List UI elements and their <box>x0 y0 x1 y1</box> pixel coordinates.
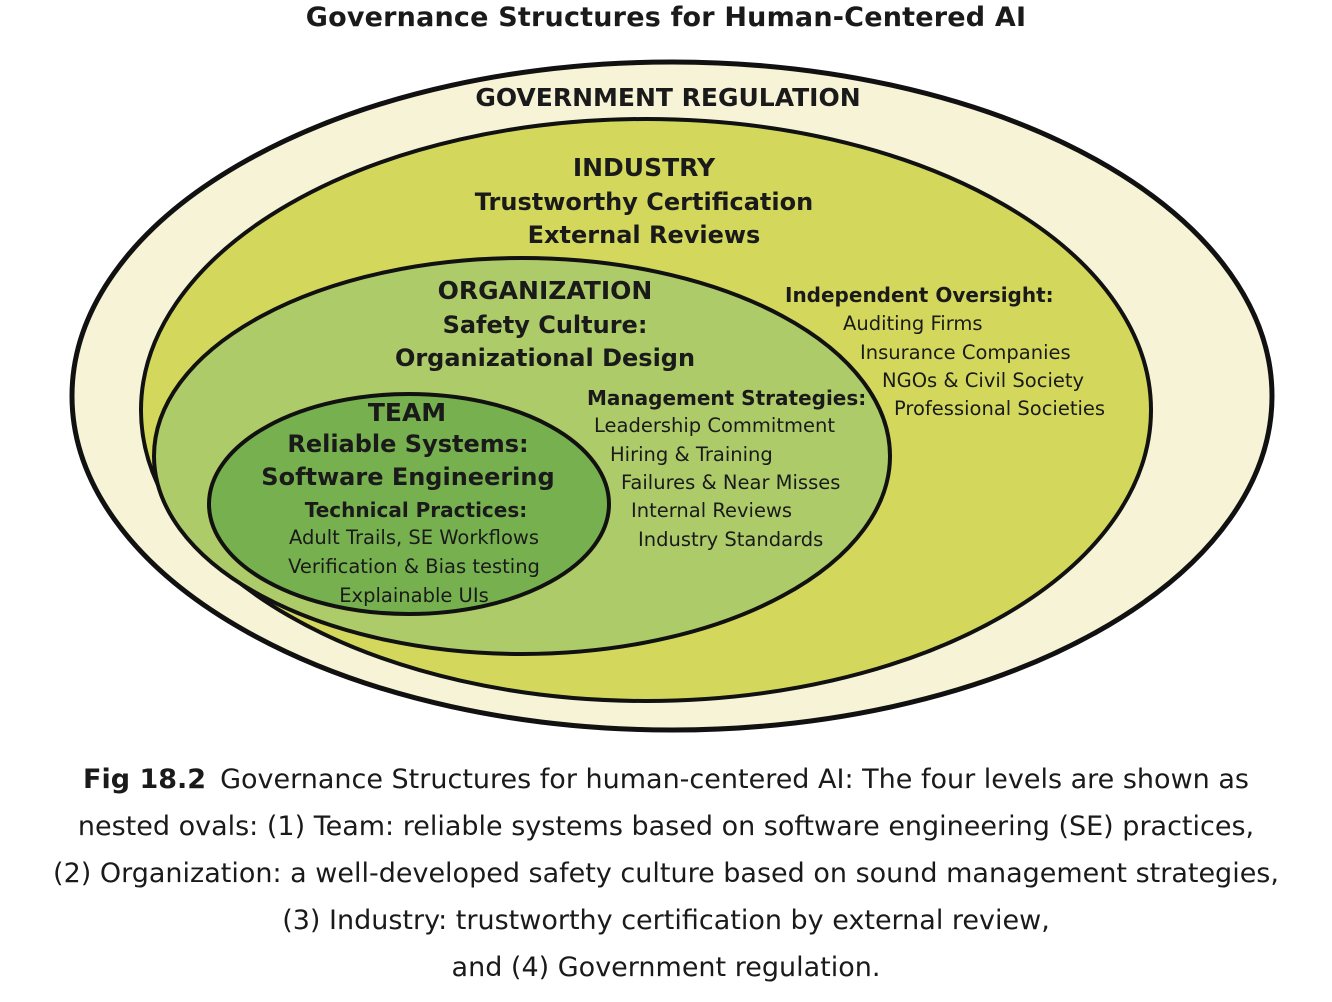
practices-heading: Technical Practices: <box>304 498 528 522</box>
practices-item: Adult Trails, SE Workflows <box>289 526 539 549</box>
oversight-heading: Independent Oversight: <box>785 283 1054 307</box>
team-label: TEAM <box>367 398 447 427</box>
government-label: GOVERNMENT REGULATION <box>475 83 861 112</box>
management-item: Leadership Commitment <box>594 414 835 437</box>
figure-caption <box>40 756 1292 991</box>
caption-line: (3) Industry: trustworthy certification by external review, <box>282 905 1050 936</box>
caption-text: Governance Structures for human-centered AI: The four levels are shown as <box>220 764 1249 795</box>
organization-line-2: Organizational Design <box>394 344 696 372</box>
management-item: Failures & Near Misses <box>621 471 841 494</box>
organization-line-1: Safety Culture: <box>442 311 648 339</box>
oversight-item: NGOs & Civil Society <box>882 369 1085 392</box>
management-heading: Management Strategies: <box>587 386 867 410</box>
caption-line <box>40 756 1292 803</box>
caption-line: (2) Organization: a well-developed safety culture based on sound management strategies, <box>53 858 1279 889</box>
practices-item: Explainable UIs <box>339 584 489 607</box>
management-item: Industry Standards <box>638 528 824 551</box>
team-line-1: Reliable Systems: <box>287 430 529 458</box>
industry-line-2: External Reviews <box>527 221 761 249</box>
diagram-title: Governance Structures for Human-Centered AI <box>305 2 1027 33</box>
team-line-2: Software Engineering <box>261 463 555 491</box>
oversight-item: Auditing Firms <box>843 312 983 335</box>
industry-label: INDUSTRY <box>572 153 716 182</box>
industry-line-1: Trustworthy Certification <box>474 188 814 216</box>
caption-line: and (4) Government regulation. <box>451 952 881 983</box>
practices-item: Verification & Bias testing <box>288 555 540 578</box>
management-item: Internal Reviews <box>631 499 793 522</box>
figure-number: Fig 18.2 <box>83 764 207 795</box>
caption-line: nested ovals: (1) Team: reliable systems based on software engineering (SE) practices, <box>77 811 1255 842</box>
organization-label: ORGANIZATION <box>437 276 653 305</box>
management-item: Hiring & Training <box>610 443 773 466</box>
oversight-item: Insurance Companies <box>860 341 1071 364</box>
oversight-item: Professional Societies <box>894 397 1106 420</box>
